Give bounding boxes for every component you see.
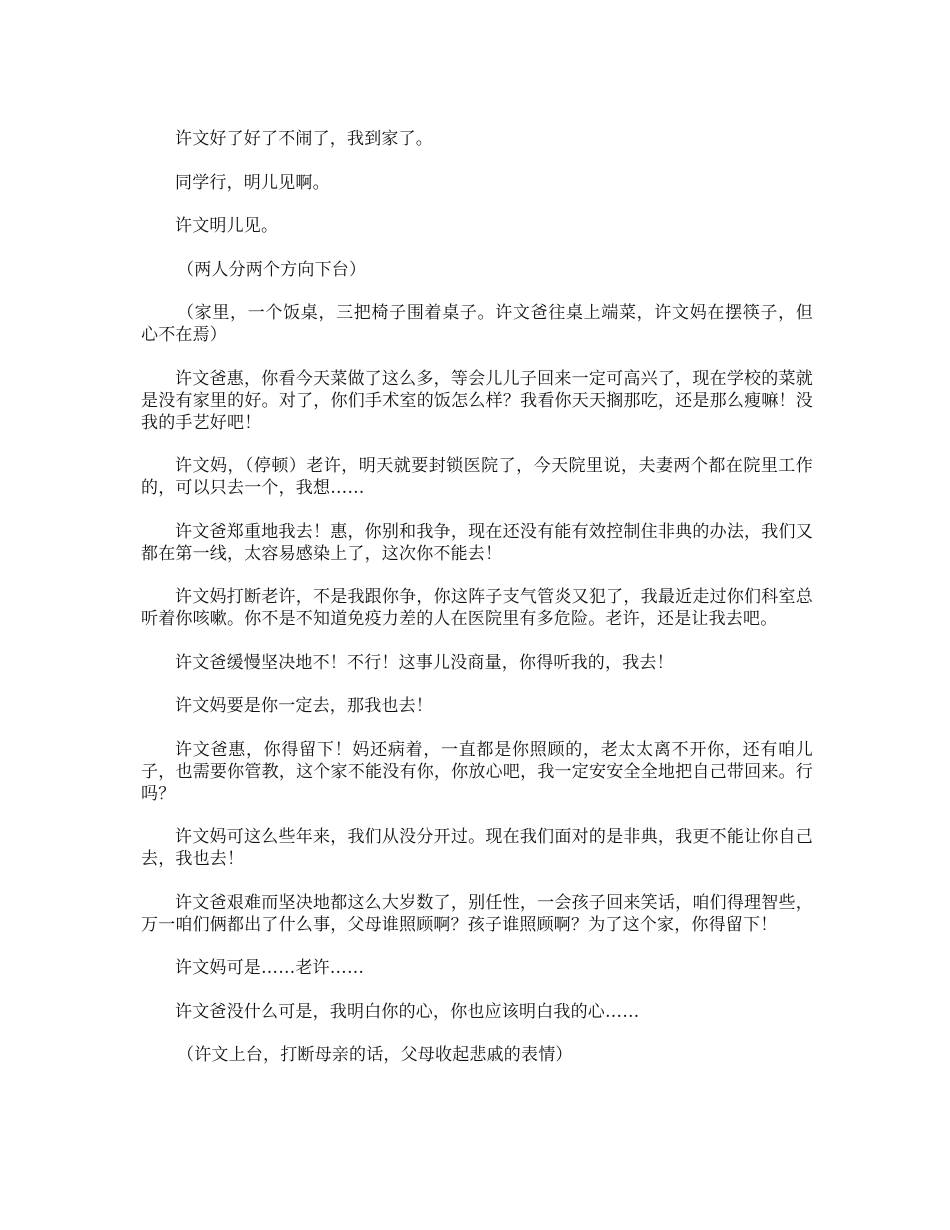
paragraph-12: 许文爸惠，你得留下！妈还病着，一直都是你照顾的，老太太离不开你，还有咱儿子，也需要你管教，这个家不能没有你，你放心吧，我一定安安全全地把自己带回来。行吗？ <box>141 739 813 804</box>
paragraph-6: 许文爸惠，你看今天菜做了这么多，等会儿儿子回来一定可高兴了，现在学校的菜就是没有家里的好。对了，你们手术室的饭怎么样？我看你天天搁那吃，还是那么瘦嘛！没我的手艺好吧！ <box>141 368 813 433</box>
paragraph-9: 许文妈打断老许，不是我跟你争，你这阵子支气管炎又犯了，我最近走过你们科室总听着你咳嗽。你不是不知道免疫力差的人在医院里有多危险。老许，还是让我去吧。 <box>141 587 813 629</box>
paragraph-3: 许文明儿见。 <box>175 216 279 236</box>
stage-direction-3: （许文上台，打断母亲的话，父母收起悲戚的表情） <box>177 1045 573 1065</box>
paragraph-1: 许文好了好了不闹了，我到家了。 <box>175 129 433 149</box>
paragraph-16: 许文爸没什么可是，我明白你的心，你也应该明白我的心…… <box>175 1001 640 1022</box>
paragraph-10: 许文爸缓慢坚决地不！不行！这事儿没商量，你得听我的，我去！ <box>175 652 674 673</box>
stage-direction-1: （两人分两个方向下台） <box>177 259 367 280</box>
paragraph-14: 许文爸艰难而坚决地都这么大岁数了，别任性，一会孩子回来笑话，咱们得理智些，万一咱们俩都出了什么事，父母谁照顾啊？孩子谁照顾啊？为了这个家，你得留下！ <box>141 892 813 935</box>
stage-direction-2: （家里，一个饭桌，三把椅子围着桌子。许文爸往桌上端菜，许文妈在摆筷子，但心不在焉） <box>141 303 813 345</box>
paragraph-11: 许文妈要是你一定去，那我也去！ <box>175 696 433 716</box>
paragraph-8: 许文爸郑重地我去！惠，你别和我争，现在还没有能有效控制住非典的办法，我们又都在第一线，太容易感染上了，这次你不能去！ <box>141 521 813 564</box>
paragraph-2: 同学行，明儿见啊。 <box>175 172 330 193</box>
paragraph-15: 许文妈可是……老许…… <box>175 958 365 978</box>
document-page <box>141 128 813 1088</box>
paragraph-13: 许文妈可这么些年来，我们从没分开过。现在我们面对的是非典，我更不能让你自己去，我也去！ <box>141 827 813 869</box>
paragraph-7: 许文妈，（停顿）老许，明天就要封锁医院了，今天院里说，夫妻两个都在院里工作的，可以只去一个，我想…… <box>141 456 813 498</box>
